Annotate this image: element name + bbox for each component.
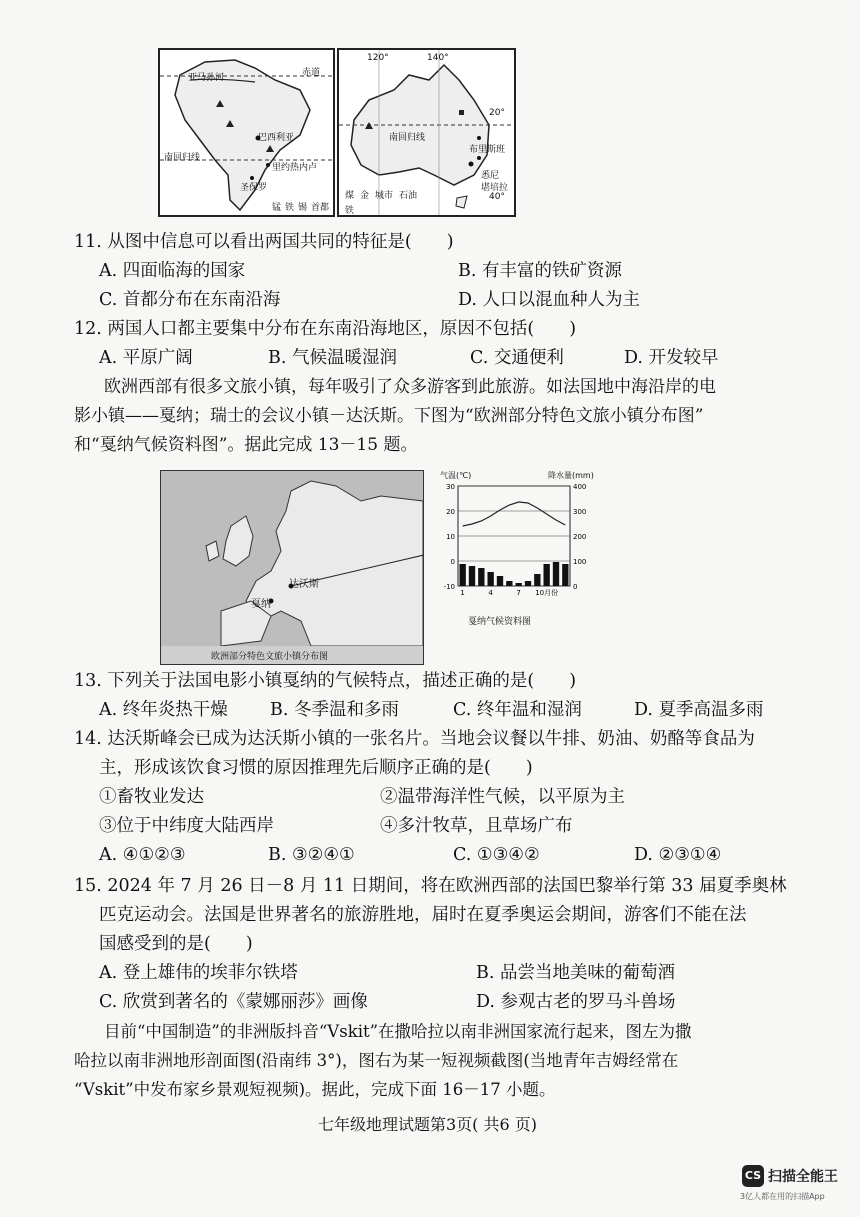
climate-chart-svg: [438, 476, 598, 616]
precip-axis-label: 降水量(mm): [548, 471, 594, 480]
temp-tick-label: -10: [443, 583, 455, 591]
q12-option-b: B. 气候温暖湿润: [268, 348, 397, 368]
label-cannes: 戛纳: [251, 599, 271, 610]
label-20: 20°: [489, 108, 505, 118]
q11-stem: 11. 从图中信息可以看出两国共同的特征是( ): [74, 232, 454, 252]
q14-item-3: ③位于中纬度大陆西岸: [99, 816, 274, 836]
page-footer: 七年级地理试题第3页( 共6 页): [318, 1115, 538, 1134]
precip-tick-label: 0: [573, 583, 578, 591]
q14-stem-line2: 主，形成该饮食习惯的原因推理先后顺序正确的是( ): [99, 758, 533, 778]
legend-manganese: 锰: [272, 203, 282, 213]
precip-bar: [553, 562, 559, 586]
q11-option-c: C. 首都分布在东南沿海: [99, 290, 281, 310]
camscanner-tagline: 3亿人都在用的扫描App: [740, 1192, 825, 1201]
legend-capital: 首都: [311, 203, 330, 213]
precip-bar: [525, 581, 531, 586]
label-tropic-au: 南回归线: [389, 133, 426, 143]
legend-tin: 锡: [298, 203, 308, 213]
q12-stem: 12. 两国人口都主要集中分布在东南沿海地区，原因不包括( ): [74, 319, 577, 339]
precip-bar: [562, 564, 568, 586]
precip-bar: [544, 564, 550, 586]
precip-bar: [478, 568, 484, 586]
month-tick-label: 10月份: [535, 589, 559, 597]
q15-stem-line1: 15. 2024 年 7 月 26 日－8 月 11 日期间，将在欧洲西部的法国巴黎举行第 33 届夏季奥林: [74, 876, 787, 896]
month-tick-label: 7: [516, 589, 521, 597]
q14-option-c: C. ①③④②: [453, 845, 540, 865]
precip-bar: [497, 576, 503, 586]
label-brasilia: 巴西利亚: [258, 133, 295, 143]
passage2-line1: 目前“中国制造”的非洲版抖音“Vskit”在撒哈拉以南非洲国家流行起来，图左为撒: [104, 1022, 692, 1041]
q14-option-a: A. ④①②③: [99, 845, 186, 865]
q11-option-d: D. 人口以混血种人为主: [458, 290, 641, 310]
precip-bar: [488, 572, 494, 586]
camscanner-logo: CS: [742, 1165, 764, 1187]
label-120: 120°: [367, 53, 389, 63]
passage2-line3: “Vskit”中发布家乡景观短视频)。据此，完成下面 16－17 小题。: [74, 1080, 556, 1099]
precip-tick-label: 300: [573, 508, 587, 516]
q13-option-b: B. 冬季温和多雨: [270, 700, 399, 720]
passage1-line1: 欧洲西部有很多文旅小镇，每年吸引了众多游客到此旅游。如法国地中海沿岸的电: [104, 377, 716, 397]
precip-bar: [469, 566, 475, 586]
q15-option-b: B. 品尝当地美味的葡萄酒: [476, 963, 675, 983]
label-40: 40°: [489, 192, 505, 202]
precip-tick-label: 200: [573, 533, 587, 541]
camscanner-name: 扫描全能王: [768, 1169, 838, 1185]
q13-stem: 13. 下列关于法国电影小镇戛纳的气候特点，描述正确的是( ): [74, 671, 577, 691]
q13-option-c: C. 终年温和湿润: [453, 700, 582, 720]
legend-oil: 石油: [399, 191, 418, 201]
label-equator: 赤道: [302, 68, 321, 78]
q11-option-b: B. 有丰富的铁矿资源: [458, 261, 622, 281]
q14-stem-line1: 14. 达沃斯峰会已成为达沃斯小镇的一张名片。当地会议餐以牛排、奶油、奶酪等食品为: [74, 729, 755, 749]
label-amazon: 亚马孙河: [188, 73, 225, 83]
q12-option-d: D. 开发较早: [624, 348, 719, 368]
precip-tick-label: 400: [573, 483, 587, 491]
q15-stem-line2: 匹克运动会。法国是世界著名的旅游胜地，届时在夏季奥运会期间，游客们不能在法: [99, 905, 747, 925]
brazil-map: [158, 48, 335, 217]
q15-option-c: C. 欣赏到著名的《蒙娜丽莎》画像: [99, 992, 368, 1012]
q11-option-a: A. 四面临海的国家: [99, 261, 246, 281]
temp-tick-label: 30: [446, 483, 455, 491]
precip-bar: [506, 581, 512, 586]
precip-tick-label: 100: [573, 558, 587, 566]
precip-bar: [460, 564, 466, 586]
label-saopaulo: 圣保罗: [240, 183, 268, 193]
month-tick-label: 4: [488, 589, 493, 597]
europe-map-caption: 欧洲部分特色文旅小镇分布图: [211, 652, 329, 662]
q13-option-a: A. 终年炎热干燥: [99, 700, 228, 720]
label-rio: 里约热内卢: [272, 163, 318, 173]
temp-tick-label: 10: [446, 533, 455, 541]
q12-option-a: A. 平原广阔: [99, 348, 193, 368]
passage1-line2: 影小镇——戛纳；瑞士的会议小镇－达沃斯。下图为“欧洲部分特色文旅小镇分布图”: [74, 406, 704, 426]
q13-option-d: D. 夏季高温多雨: [634, 700, 764, 720]
temp-axis-label: 气温(℃): [440, 471, 472, 480]
temp-tick-label: 0: [450, 558, 455, 566]
precip-bar: [516, 583, 522, 586]
legend-iron: 铁: [285, 203, 295, 213]
temp-tick-label: 20: [446, 508, 455, 516]
q14-option-b: B. ③②④①: [268, 845, 355, 865]
q12-option-c: C. 交通便利: [470, 348, 564, 368]
precip-bar: [534, 574, 540, 586]
passage1-line3: 和“戛纳气候资料图”。据此完成 13－15 题。: [74, 435, 418, 455]
left-legend: [272, 200, 329, 213]
europe-map: [160, 470, 424, 665]
q14-item-4: ④多汁牧草，且草场广布: [380, 816, 573, 836]
q15-option-d: D. 参观古老的罗马斗兽场: [476, 992, 676, 1012]
label-tropic: 南回归线: [164, 153, 201, 163]
label-brisbane: 布里斯班: [469, 145, 506, 155]
climate-chart: [438, 471, 598, 630]
legend-gold: 金: [360, 191, 370, 201]
passage2-line2: 哈拉以南非洲地形剖面图(沿南纬 3°)，图右为某一短视频截图(当地青年吉姆经常在: [74, 1051, 679, 1070]
right-legend: [345, 188, 425, 216]
label-davos: 达沃斯: [289, 579, 319, 590]
q15-option-a: A. 登上雄伟的埃菲尔铁塔: [99, 963, 298, 983]
temperature-curve: [463, 502, 566, 526]
label-140: 140°: [427, 53, 449, 63]
label-canberra: 堪培拉: [481, 183, 509, 193]
label-sydney: 悉尼: [481, 171, 500, 181]
q15-stem-line3: 国感受到的是( ): [99, 934, 253, 954]
q14-item-2: ②温带海洋性气候，以平原为主: [380, 787, 625, 807]
q14-option-d: D. ②③①④: [634, 845, 722, 865]
legend-coal: 煤: [345, 191, 355, 201]
legend-city: 城市: [375, 191, 394, 201]
australia-map: [337, 48, 516, 217]
climate-caption: 戛纳气候资料图: [468, 617, 532, 627]
month-tick-label: 1: [460, 589, 465, 597]
q14-item-1: ①畜牧业发达: [99, 787, 204, 807]
legend-iron-au: 铁: [345, 206, 355, 216]
